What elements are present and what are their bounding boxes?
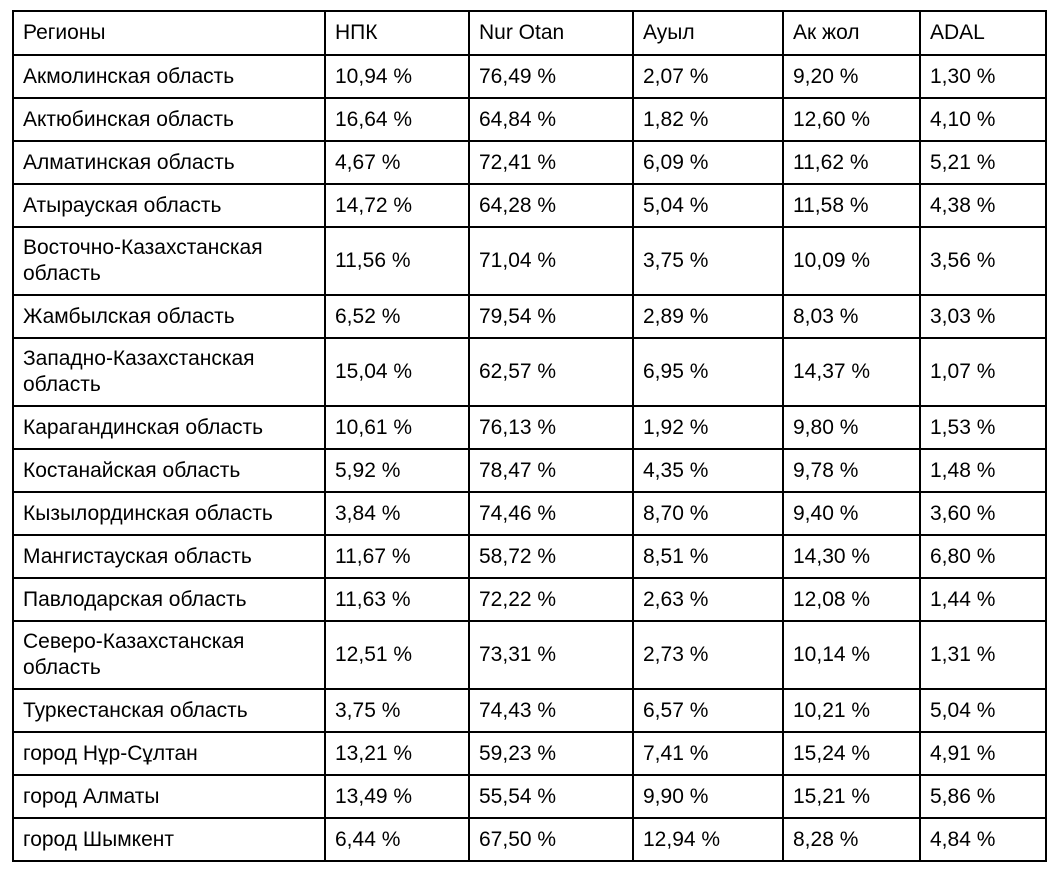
- value-cell: 6,95 %: [633, 338, 783, 406]
- value-cell: 2,63 %: [633, 578, 783, 621]
- value-cell: 3,75 %: [325, 689, 469, 732]
- value-cell: 4,35 %: [633, 449, 783, 492]
- value-cell: 67,50 %: [469, 818, 633, 861]
- value-cell: 4,84 %: [920, 818, 1046, 861]
- value-cell: 11,62 %: [783, 141, 920, 184]
- region-cell: город Нұр-Сұлтан: [13, 732, 325, 775]
- value-cell: 11,56 %: [325, 227, 469, 295]
- header-cell-5: ADAL: [920, 11, 1046, 55]
- header-cell-1: НПК: [325, 11, 469, 55]
- table-row: [13, 492, 1046, 535]
- value-cell: 76,49 %: [469, 55, 633, 98]
- table-header: [13, 11, 1046, 55]
- region-cell: Карагандинская область: [13, 406, 325, 449]
- value-cell: 8,28 %: [783, 818, 920, 861]
- value-cell: 14,72 %: [325, 184, 469, 227]
- header-cell-2: Nur Otan: [469, 11, 633, 55]
- region-cell: Мангистауская область: [13, 535, 325, 578]
- value-cell: 3,84 %: [325, 492, 469, 535]
- value-cell: 12,60 %: [783, 98, 920, 141]
- region-cell: Западно-Казахстанская область: [13, 338, 325, 406]
- region-cell: Алматинская область: [13, 141, 325, 184]
- value-cell: 4,10 %: [920, 98, 1046, 141]
- table-row: [13, 621, 1046, 689]
- value-cell: 10,14 %: [783, 621, 920, 689]
- region-cell: Кызылординская область: [13, 492, 325, 535]
- value-cell: 76,13 %: [469, 406, 633, 449]
- value-cell: 15,04 %: [325, 338, 469, 406]
- value-cell: 4,67 %: [325, 141, 469, 184]
- value-cell: 55,54 %: [469, 775, 633, 818]
- value-cell: 1,82 %: [633, 98, 783, 141]
- value-cell: 11,58 %: [783, 184, 920, 227]
- value-cell: 1,30 %: [920, 55, 1046, 98]
- value-cell: 78,47 %: [469, 449, 633, 492]
- region-cell: Жамбылская область: [13, 295, 325, 338]
- value-cell: 3,60 %: [920, 492, 1046, 535]
- value-cell: 3,03 %: [920, 295, 1046, 338]
- value-cell: 6,52 %: [325, 295, 469, 338]
- value-cell: 16,64 %: [325, 98, 469, 141]
- value-cell: 14,37 %: [783, 338, 920, 406]
- value-cell: 3,56 %: [920, 227, 1046, 295]
- value-cell: 1,92 %: [633, 406, 783, 449]
- table-row: [13, 184, 1046, 227]
- table-row: [13, 55, 1046, 98]
- value-cell: 12,51 %: [325, 621, 469, 689]
- header-cell-0: Регионы: [13, 11, 325, 55]
- value-cell: 1,07 %: [920, 338, 1046, 406]
- election-results-table: [12, 10, 1047, 862]
- value-cell: 6,09 %: [633, 141, 783, 184]
- value-cell: 79,54 %: [469, 295, 633, 338]
- value-cell: 12,94 %: [633, 818, 783, 861]
- table-row: [13, 689, 1046, 732]
- value-cell: 10,09 %: [783, 227, 920, 295]
- value-cell: 10,94 %: [325, 55, 469, 98]
- region-cell: Атырауская область: [13, 184, 325, 227]
- value-cell: 5,21 %: [920, 141, 1046, 184]
- table-row: [13, 338, 1046, 406]
- value-cell: 1,53 %: [920, 406, 1046, 449]
- value-cell: 59,23 %: [469, 732, 633, 775]
- value-cell: 5,92 %: [325, 449, 469, 492]
- value-cell: 71,04 %: [469, 227, 633, 295]
- header-row: [13, 11, 1046, 55]
- value-cell: 5,04 %: [633, 184, 783, 227]
- value-cell: 74,43 %: [469, 689, 633, 732]
- table-row: [13, 775, 1046, 818]
- value-cell: 8,51 %: [633, 535, 783, 578]
- value-cell: 10,61 %: [325, 406, 469, 449]
- table-row: [13, 449, 1046, 492]
- header-cell-3: Ауыл: [633, 11, 783, 55]
- value-cell: 11,63 %: [325, 578, 469, 621]
- value-cell: 6,80 %: [920, 535, 1046, 578]
- region-cell: город Алматы: [13, 775, 325, 818]
- value-cell: 13,49 %: [325, 775, 469, 818]
- value-cell: 4,38 %: [920, 184, 1046, 227]
- table-row: [13, 818, 1046, 861]
- value-cell: 9,80 %: [783, 406, 920, 449]
- value-cell: 72,41 %: [469, 141, 633, 184]
- header-cell-4: Ак жол: [783, 11, 920, 55]
- table-row: [13, 406, 1046, 449]
- value-cell: 9,78 %: [783, 449, 920, 492]
- table-row: [13, 732, 1046, 775]
- value-cell: 58,72 %: [469, 535, 633, 578]
- value-cell: 2,07 %: [633, 55, 783, 98]
- region-cell: Костанайская область: [13, 449, 325, 492]
- value-cell: 5,04 %: [920, 689, 1046, 732]
- value-cell: 11,67 %: [325, 535, 469, 578]
- value-cell: 5,86 %: [920, 775, 1046, 818]
- value-cell: 10,21 %: [783, 689, 920, 732]
- region-cell: Акмолинская область: [13, 55, 325, 98]
- region-cell: Восточно-Казахстанская область: [13, 227, 325, 295]
- table-row: [13, 295, 1046, 338]
- table-body: [13, 55, 1046, 861]
- value-cell: 12,08 %: [783, 578, 920, 621]
- value-cell: 72,22 %: [469, 578, 633, 621]
- table-row: [13, 578, 1046, 621]
- table-row: [13, 98, 1046, 141]
- value-cell: 8,03 %: [783, 295, 920, 338]
- value-cell: 64,84 %: [469, 98, 633, 141]
- region-cell: Павлодарская область: [13, 578, 325, 621]
- value-cell: 13,21 %: [325, 732, 469, 775]
- value-cell: 73,31 %: [469, 621, 633, 689]
- value-cell: 9,40 %: [783, 492, 920, 535]
- value-cell: 62,57 %: [469, 338, 633, 406]
- value-cell: 3,75 %: [633, 227, 783, 295]
- value-cell: 6,57 %: [633, 689, 783, 732]
- value-cell: 14,30 %: [783, 535, 920, 578]
- value-cell: 9,90 %: [633, 775, 783, 818]
- value-cell: 2,89 %: [633, 295, 783, 338]
- value-cell: 6,44 %: [325, 818, 469, 861]
- value-cell: 8,70 %: [633, 492, 783, 535]
- region-cell: Актюбинская область: [13, 98, 325, 141]
- region-cell: Туркестанская область: [13, 689, 325, 732]
- region-cell: город Шымкент: [13, 818, 325, 861]
- table-row: [13, 227, 1046, 295]
- value-cell: 64,28 %: [469, 184, 633, 227]
- value-cell: 1,31 %: [920, 621, 1046, 689]
- value-cell: 9,20 %: [783, 55, 920, 98]
- value-cell: 4,91 %: [920, 732, 1046, 775]
- table-row: [13, 535, 1046, 578]
- value-cell: 15,21 %: [783, 775, 920, 818]
- value-cell: 1,48 %: [920, 449, 1046, 492]
- value-cell: 1,44 %: [920, 578, 1046, 621]
- table-row: [13, 141, 1046, 184]
- value-cell: 7,41 %: [633, 732, 783, 775]
- value-cell: 74,46 %: [469, 492, 633, 535]
- value-cell: 15,24 %: [783, 732, 920, 775]
- region-cell: Северо-Казахстанская область: [13, 621, 325, 689]
- value-cell: 2,73 %: [633, 621, 783, 689]
